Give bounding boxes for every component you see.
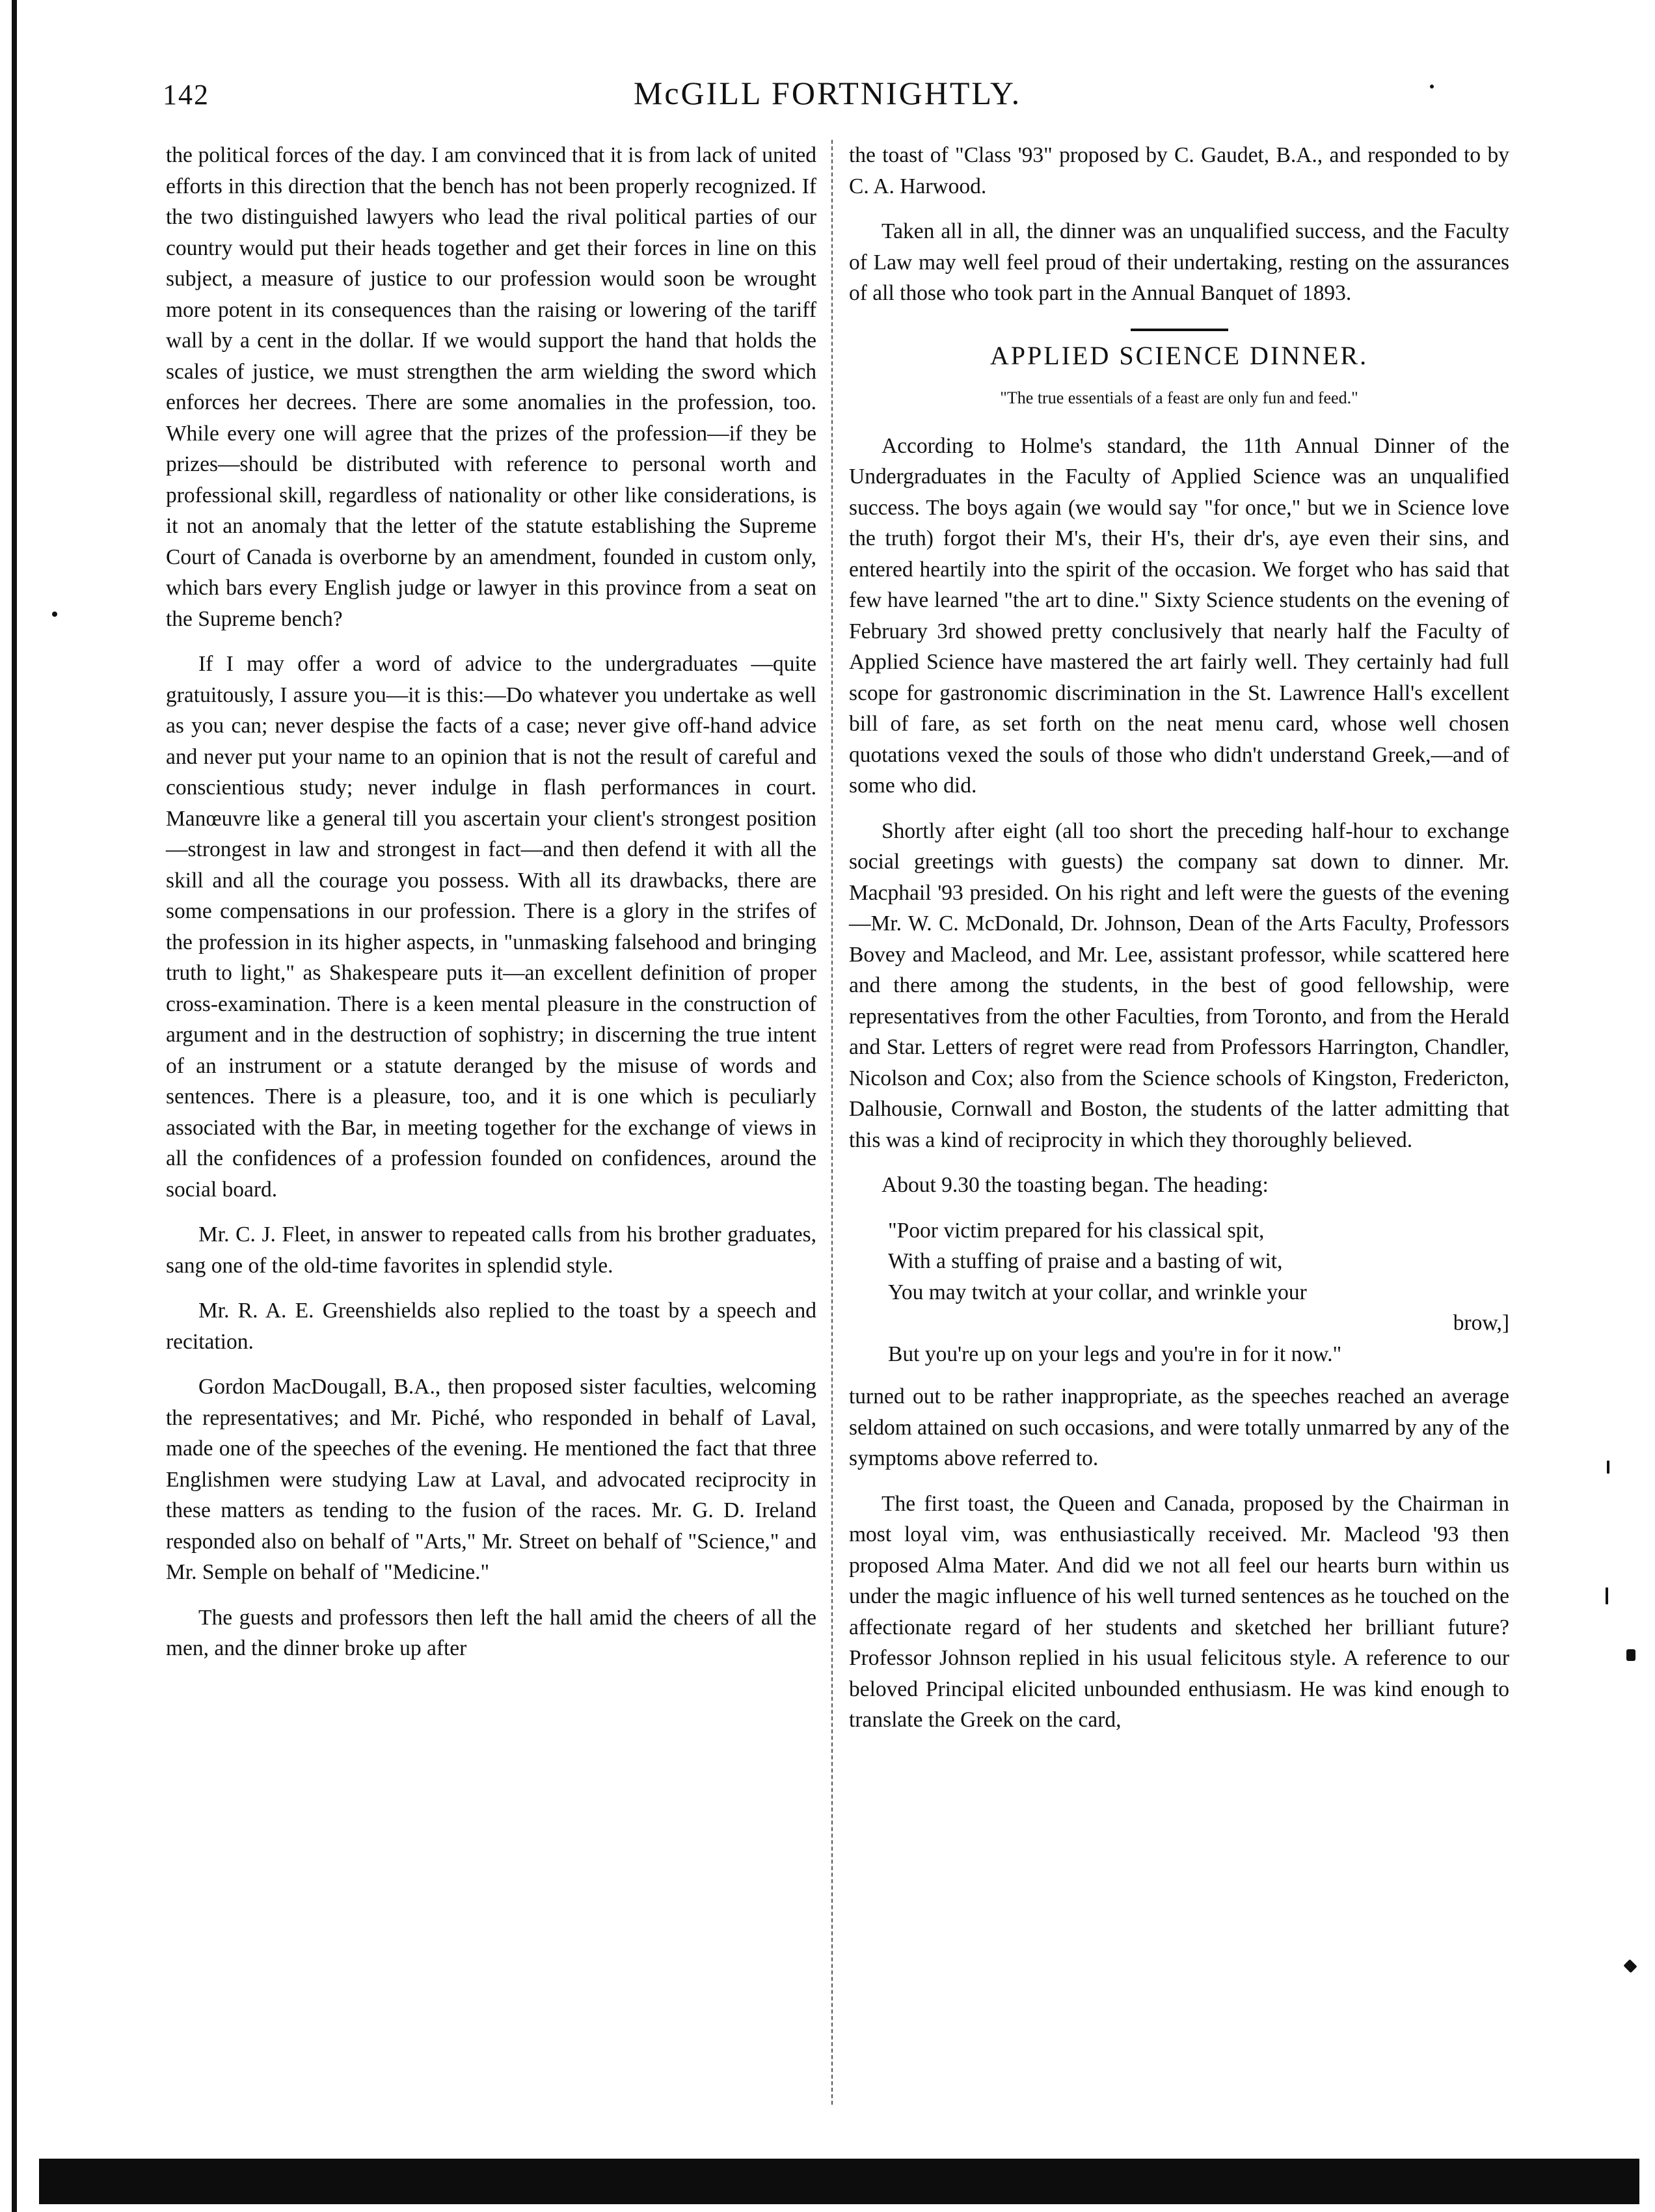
scan-left-edge <box>12 0 17 2212</box>
paragraph: According to Holme's standard, the 11th Annual Dinner of the Undergraduates in the Faculty of Applied Science was an unqualified success. The boys again (we would say "for once," but we in Science love the truth) forgot their M's, their H's, their dr's, aye even their sins, and entered heartily into the spirit of the occasion. We forget who has said that few have learned "the art to dine." Sixty Science students on the evening of February 3rd showed pretty conclusively that nearly half the Faculty of Applied Science have mastered the art fairly well. They certainly had full scope for gastronomic discrimination in the St. Lawrence Hall's excellent bill of fare, as set forth on the neat menu card, whose well chosen quotations vexed the souls of those who didn't understand Greek,—and of some who did. <box>849 433 1509 798</box>
verse-line: "Poor victim prepared for his classical spit, <box>888 1218 1265 1243</box>
journal-title: McGILL FORTNIGHTLY. <box>633 75 1022 111</box>
scan-speck <box>1430 85 1434 88</box>
scan-speck <box>1607 1461 1609 1474</box>
scan-speck <box>1626 1649 1635 1661</box>
paragraph: Taken all in all, the dinner was an unqualified success, and the Faculty of Law may well feel proud of their undertaking, resting on the assurances of all those who took part in the Annual Banquet of 1893. <box>849 219 1509 305</box>
verse-line: With a stuffing of praise and a basting of wit, <box>888 1249 1283 1273</box>
verse-line: But you're up on your legs and you're in for it now." <box>888 1342 1342 1366</box>
scan-speck <box>1606 1587 1608 1604</box>
paragraph: Mr. C. J. Fleet, in answer to repeated calls from his brother graduates, sang one of the old-time favorites in splendid style. <box>166 1222 816 1278</box>
left-column <box>166 140 816 1679</box>
verse-line: brow,] <box>1453 1311 1509 1335</box>
paragraph: turned out to be rather inappropriate, as the speeches reached an average seldom attained on such occasions, and were totally unmarred by any of the symptoms above referred to. <box>849 1384 1509 1470</box>
page-number: 142 <box>163 79 209 111</box>
epigraph: "The true essentials of a feast are only fun and feed." <box>1000 388 1358 407</box>
paragraph: About 9.30 the toasting began. The heading: <box>881 1173 1269 1197</box>
column-divider <box>831 140 834 2105</box>
section-title: APPLIED SCIENCE DINNER. <box>989 340 1369 370</box>
verse-line: You may twitch at your collar, and wrinkle your <box>888 1280 1307 1304</box>
paragraph: The first toast, the Queen and Canada, proposed by the Chairman in most loyal vim, was enthusiastically received. Mr. Macleod '93 then proposed Alma Mater. And did we not all feel our hearts burn within us under the magic influence of his well turned sentences as he touched on the affectionate regard of her students and sketched her brilliant future? Professor Johnson replied in his usual felicitous style. A reference to our beloved Principal elicited unbounded enthusiasm. He was kind enough to translate the Greek on the card, <box>849 1491 1509 1732</box>
verse-quote <box>849 1215 1509 1370</box>
right-column <box>849 140 1509 1750</box>
scan-bottom-edge <box>39 2159 1639 2204</box>
paragraph: Gordon MacDougall, B.A., then proposed sister faculties, welcoming the representatives; and Mr. Piché, who responded in behalf of Laval, made one of the speeches of the evening. He mentioned the fact that three Englishmen were studying Law at Laval, and advocated reciprocity in these matters as tending to the fusion of the races. Mr. G. D. Ireland responded also on behalf of "Arts," Mr. Street on behalf of "Science," and Mr. Semple on behalf of "Medicine." <box>166 1375 816 1584</box>
scan-speck <box>1623 1959 1637 1973</box>
paragraph: the political forces of the day. I am convinced that it is from lack of united efforts in this direction that the bench has not been properly recognized. If the two distinguished lawyers who lead the rival political parties of our country would put their heads together and get their forces in line on this subject, a measure of justice to our profession would soon be wrought more potent in its consequences than the raising or lowering of the tariff wall by a cent in the dollar. If we would support the hand that holds the scales of justice, we must strengthen the arm wielding the sword which enforces her decrees. There are some anomalies in the profession, too. While every one will agree that the prizes of the profession—if they be prizes—should be distributed with reference to personal worth and professional skill, regardless of nationality or other like considerations, is it not an anomaly that the letter of the statute establishing the Supreme Court of Canada is overborne by an amendment, founded in custom only, which bars every English judge or lawyer in this province from a seat on the Supreme bench? <box>166 143 816 631</box>
paragraph: the toast of "Class '93" proposed by C. Gaudet, B.A., and responded to by C. A. Harwood. <box>849 143 1509 198</box>
paragraph: If I may offer a word of advice to the undergraduates —quite gratuitously, I assure you—it is this:—Do whatever you undertake as well as you can; never despise the facts of a case; never give off-hand advice and never put your name to an opinion that is not the result of careful and conscientious study; never indulge in flash performances in court. Manœuvre like a general till you ascertain your client's strongest position—strongest in law and strongest in fact—and then defend it with all the skill and all the courage you possess. With all its drawbacks, there are some compensations in our profession. There is a glory in the strifes of the profession in its higher aspects, in "unmasking falsehood and bringing truth to light," as Shakespeare puts it—an excellent definition of proper cross-examination. There is a keen mental pleasure in the construction of argument and in the destruction of sophistry; in discerning the true intent of an instrument or a statute deranged by the misuse of words and sentences. There is a pleasure, too, and it is one which is peculiarly associated with the Bar, in meeting together for the exchange of views in all the confidences of a profession founded on confidences, around the social board. <box>166 652 816 1202</box>
paragraph: Shortly after eight (all too short the preceding half-hour to exchange social greetings with guests) the company sat down to dinner. Mr. Macphail '93 presided. On his right and left were the guests of the evening—Mr. W. C. McDonald, Dr. Johnson, Dean of the Arts Faculty, Professors Bovey and Macleod, and Mr. Lee, assistant professor, while scattered here and there among the students, in the best of good fellowship, were representatives from the other Faculties, from Toronto, and from the Herald and Star. Letters of regret were read from Professors Harrington, Chandler, Nicolson and Cox; also from the Science schools of Kingston, Fredericton, Dalhousie, Cornwall and Boston, the students of the latter admitting that this was a kind of reciprocity in which they thoroughly believed. <box>849 818 1509 1152</box>
scan-speck <box>52 612 57 617</box>
paragraph: Mr. R. A. E. Greenshields also replied to the toast by a speech and recitation. <box>166 1299 816 1354</box>
page-header <box>0 72 1655 117</box>
paragraph: The guests and professors then left the hall amid the cheers of all the men, and the dinner broke up after <box>166 1605 816 1660</box>
section-rule <box>1131 329 1228 331</box>
